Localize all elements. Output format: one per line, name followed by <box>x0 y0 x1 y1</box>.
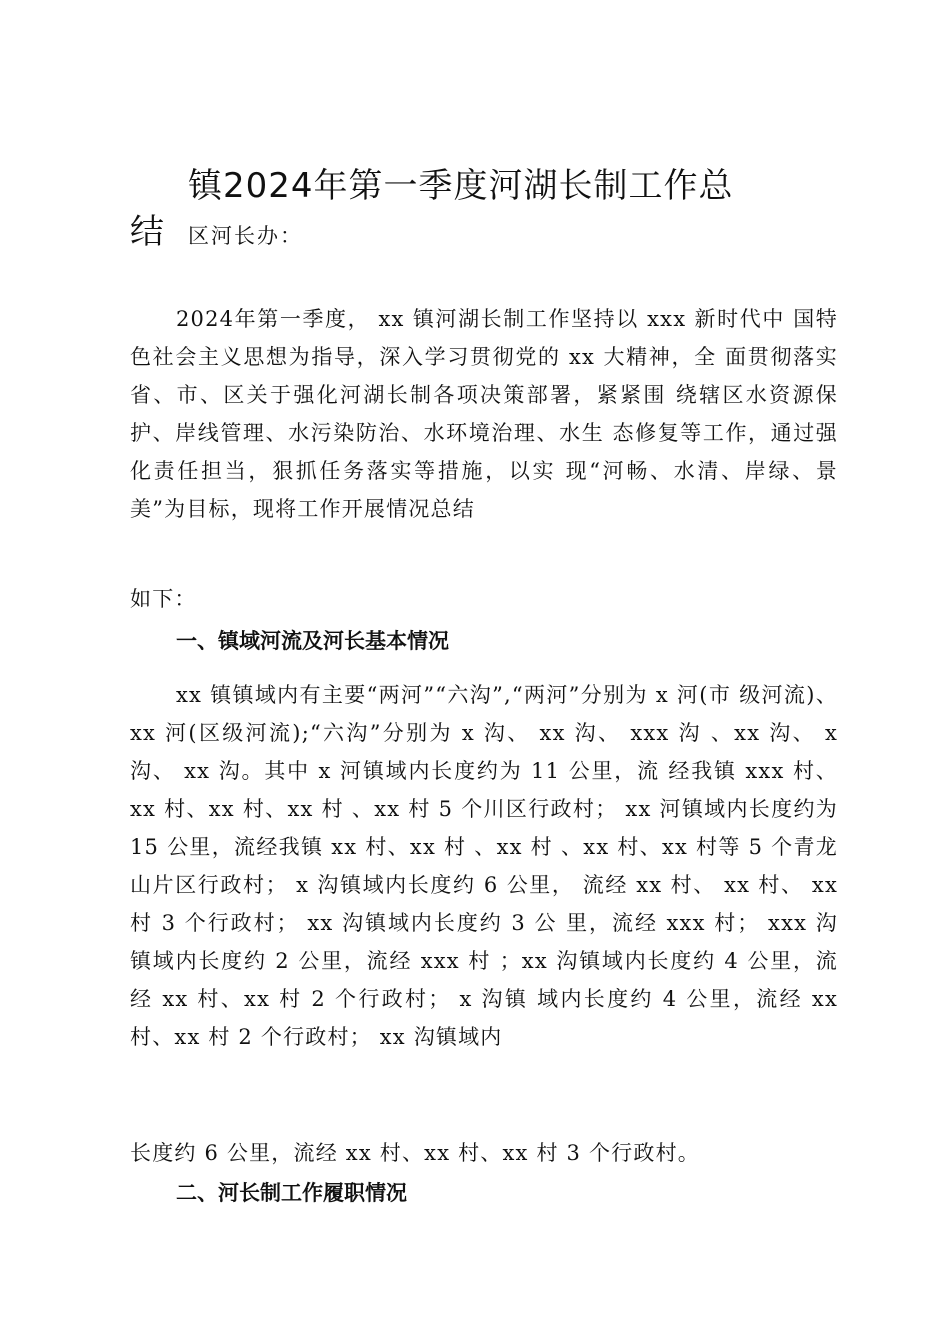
intro-paragraph-end: 如下： <box>130 587 197 611</box>
intro-paragraph: 2024年第一季度， xx 镇河湖长制工作坚持以 xxx 新时代中 国特色社会主义思想为指导，深入学习贯彻党的 xx 大精神，全 面贯彻落实省、市、区关于强化河湖长制各项决策部署，紧紧围 绕辖区水资源保护、岸线管理、水污染防治、水环境治理、水生 态修复等工作，通过强化责任担当，狠抓任务落实等措施，以实 现“河畅、水清、岸绿、景美”为目标，现将工作开展情况总结 <box>130 307 838 521</box>
section1-body-paragraph: xx 镇镇域内有主要“两河”“六沟”,“两河”分别为 x 河(市 级河流)、 xx 河(区级河流);“六沟”分别为 x 沟、 xx 沟、 xxx 沟 、xx 沟、 x 沟、 xx 沟。其中 x 河镇域内长度约为 11 公里，流 经我镇 xxx 村、xx 村、xx 村、xx 村 、xx 村 5 个川区行政村； xx 河镇域内长度约为 15 公里，流经我镇 xx 村、xx 村 、xx 村 、xx 村、xx 村等 5 个青龙山片区行政村； x 沟镇域内长度约 6 公里， 流经 xx 村、 xx 村、 xx 村 3 个行政村； xx 沟镇域内长度约 3 公 里，流经 xxx 村； xxx 沟镇域内长度约 2 公里，流经 xxx 村 ；xx 沟镇域内长度约 4 公里，流经 xx 村、xx 村 2 个行政村； x 沟镇 域内长度约 4 公里，流经 xx 村、xx 村 2 个行政村； xx 沟镇域内 <box>130 683 838 1049</box>
section-heading-1: 一、镇域河流及河长基本情况 <box>176 629 449 653</box>
document-title-tail: 结 <box>130 212 164 252</box>
document-title: 镇2024年第一季度河湖长制工作总 <box>188 166 734 206</box>
addressee: 区河长办： <box>188 224 303 248</box>
section1-body-paragraph-end: 长度约 6 公里，流经 xx 村、xx 村、xx 村 3 个行政村。 <box>130 1141 700 1165</box>
section-heading-2: 二、河长制工作履职情况 <box>176 1181 407 1205</box>
title-continuation-line <box>130 210 303 254</box>
